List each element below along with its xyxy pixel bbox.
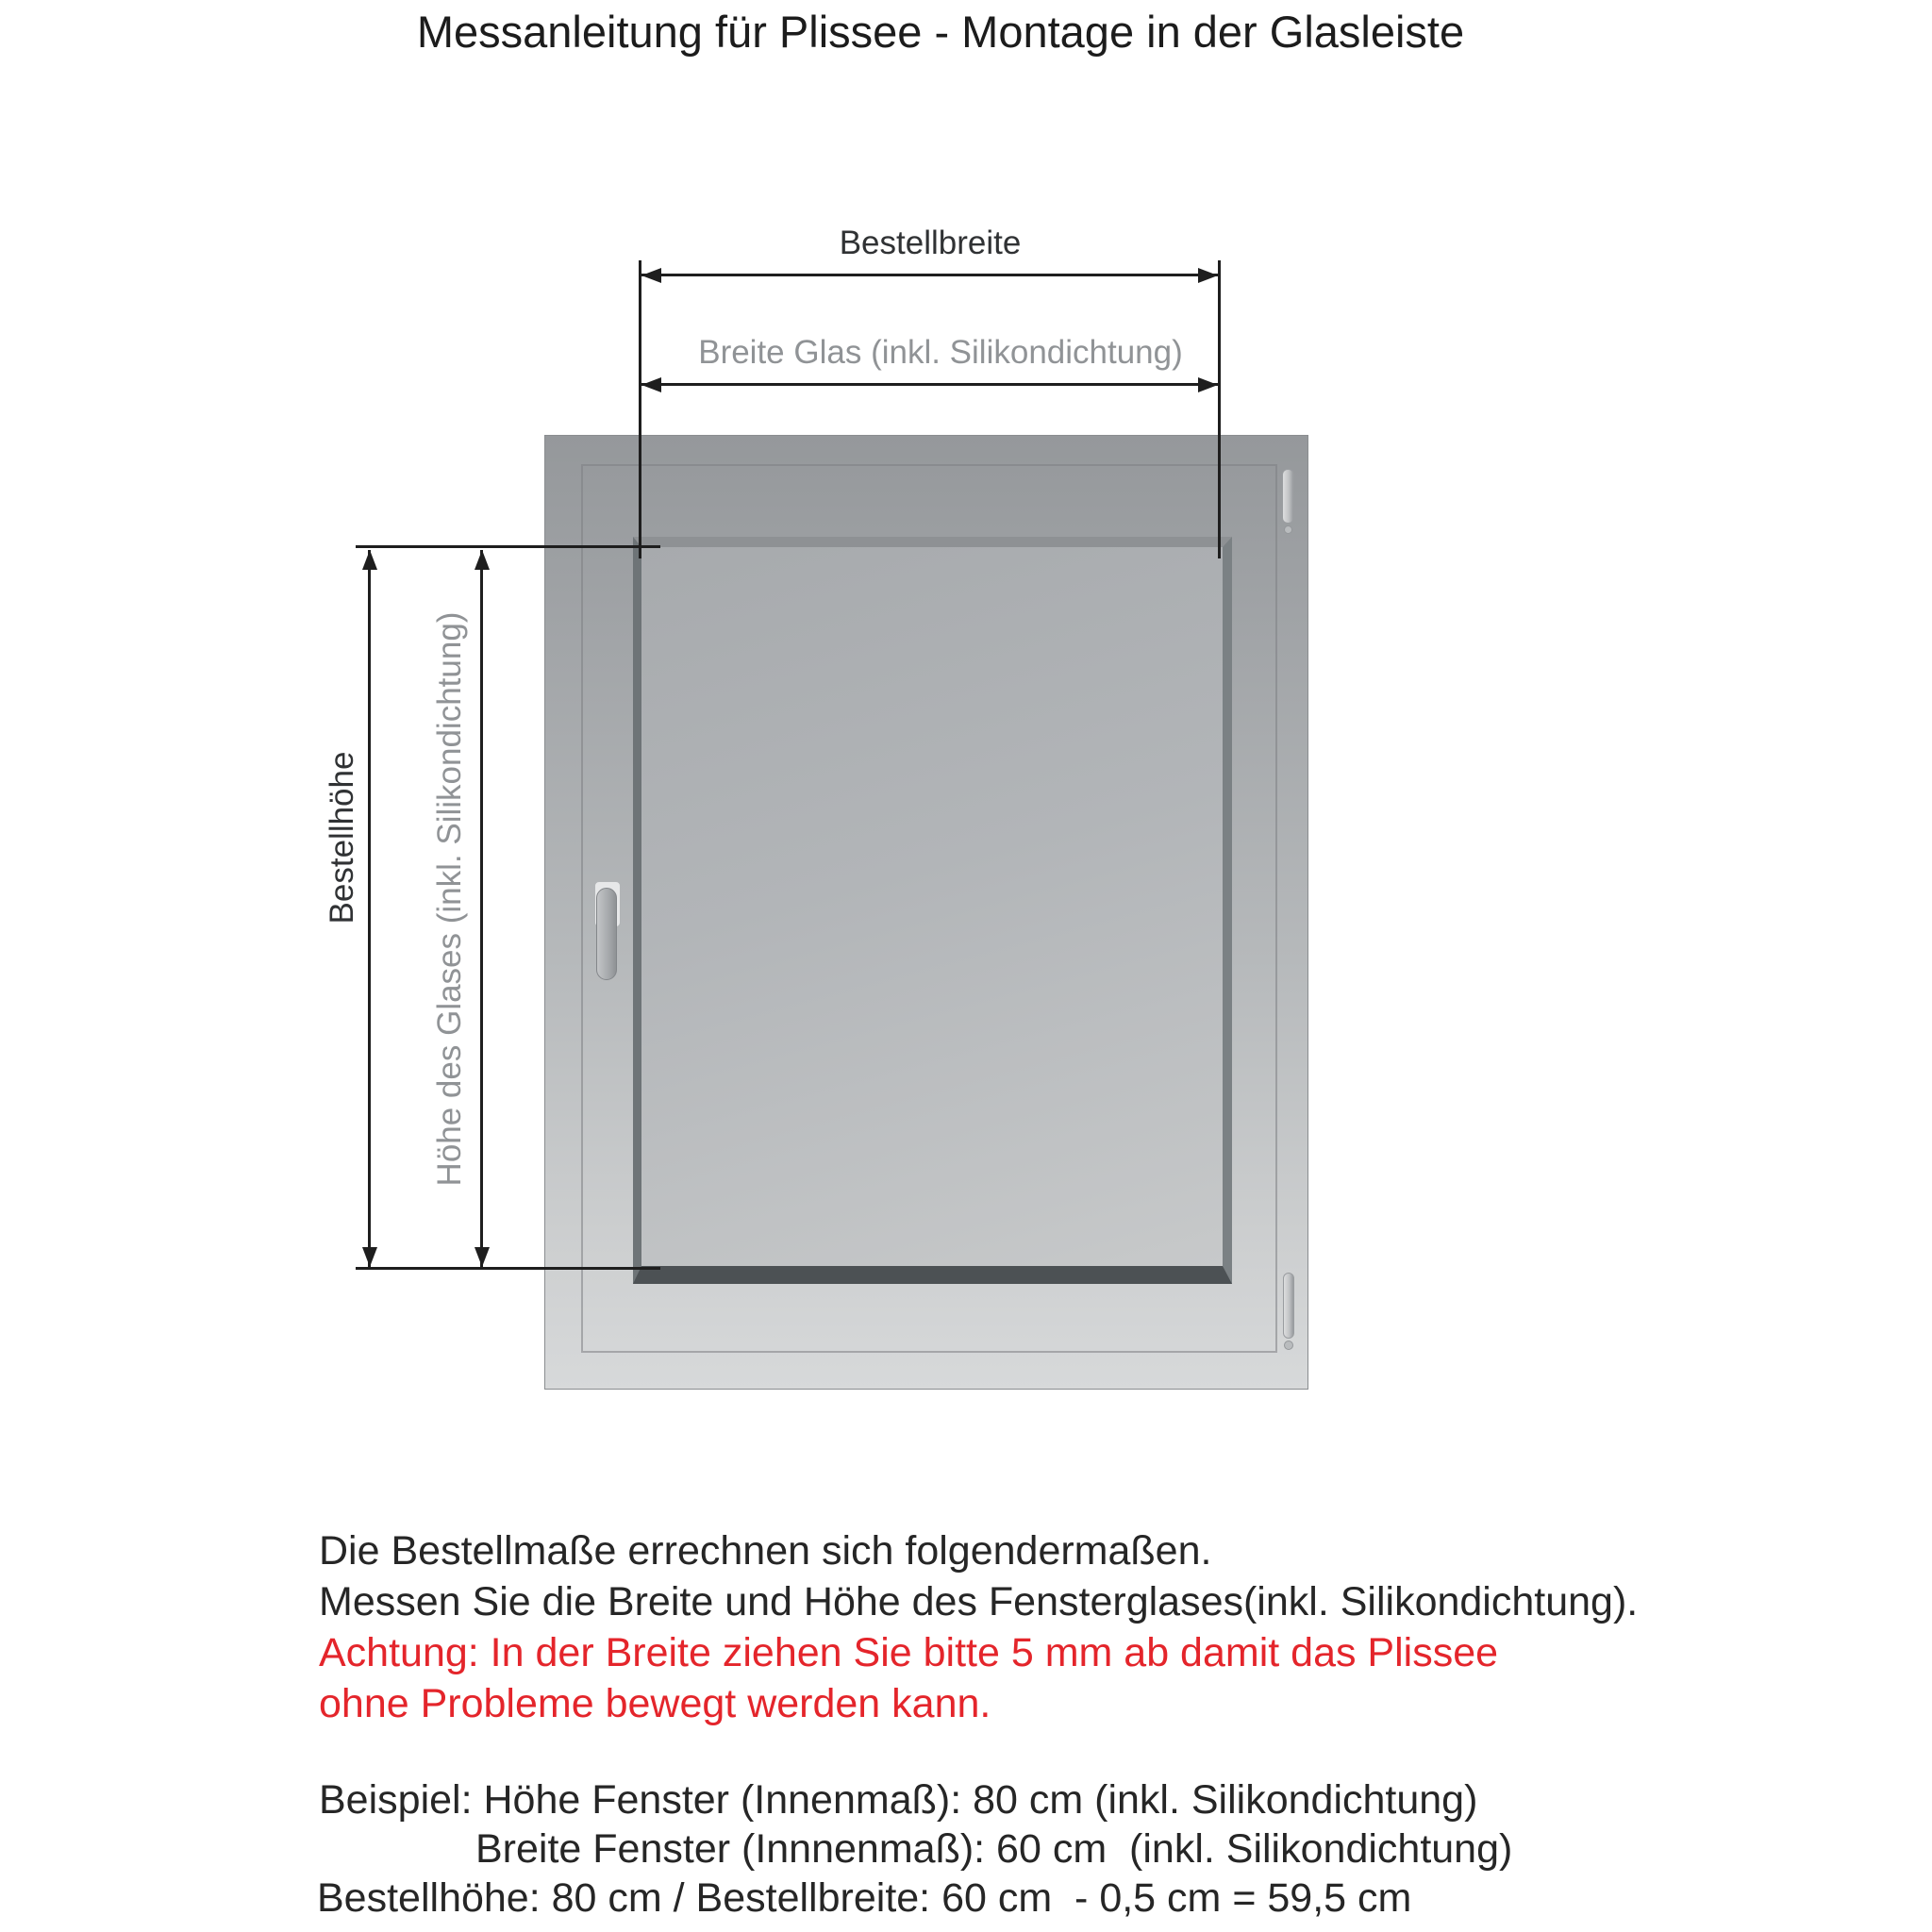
page-title: Messanleitung für Plissee - Montage in der Glasleiste: [416, 7, 1465, 57]
example-line-1: Beispiel: Höhe Fenster (Innenmaß): 80 cm (inkl. Silikondichtung): [319, 1777, 1478, 1823]
instruction-warning-line-1: Achtung: In der Breite ziehen Sie bitte 5 mm ab damit das Plissee: [319, 1630, 1499, 1675]
glass-width-label: Breite Glas (inkl. Silikondichtung): [698, 334, 1183, 371]
extension-line-top-horizontal: [356, 545, 660, 548]
example-line-2: Breite Fenster (Innnenmaß): 60 cm (inkl. Silikondichtung): [475, 1826, 1513, 1872]
order-width-label: Bestellbreite: [839, 225, 1022, 261]
example-line-3: Bestellhöhe: 80 cm / Bestellbreite: 60 cm - 0,5 cm = 59,5 cm: [317, 1875, 1412, 1921]
window-handle: [596, 888, 617, 980]
glass-width-arrow: [641, 383, 1218, 386]
extension-line-left-vertical: [639, 260, 641, 558]
extension-line-bottom-horizontal: [356, 1267, 660, 1270]
instruction-intro-line-1: Die Bestellmaße errechnen sich folgendermaßen.: [319, 1528, 1212, 1574]
extension-line-right-vertical: [1218, 260, 1221, 558]
hinge-bottom-pin: [1284, 1341, 1293, 1350]
glass-height-arrow: [480, 550, 483, 1267]
order-height-arrow: [368, 550, 371, 1267]
hinge-top-pin: [1284, 525, 1292, 534]
glass-height-label: Höhe des Glases (inkl. Silikondichtung): [431, 611, 468, 1187]
hinge-top: [1282, 469, 1294, 524]
window-glass: [633, 537, 1232, 1284]
instruction-warning-line-2: ohne Probleme bewegt werden kann.: [319, 1681, 991, 1726]
order-height-label: Bestellhöhe: [324, 751, 360, 924]
window-frame: [544, 435, 1308, 1390]
order-width-arrow: [641, 274, 1218, 276]
instruction-intro-line-2: Messen Sie die Breite und Höhe des Fensterglases(inkl. Silikondichtung).: [319, 1579, 1639, 1624]
hinge-bottom: [1283, 1273, 1294, 1339]
